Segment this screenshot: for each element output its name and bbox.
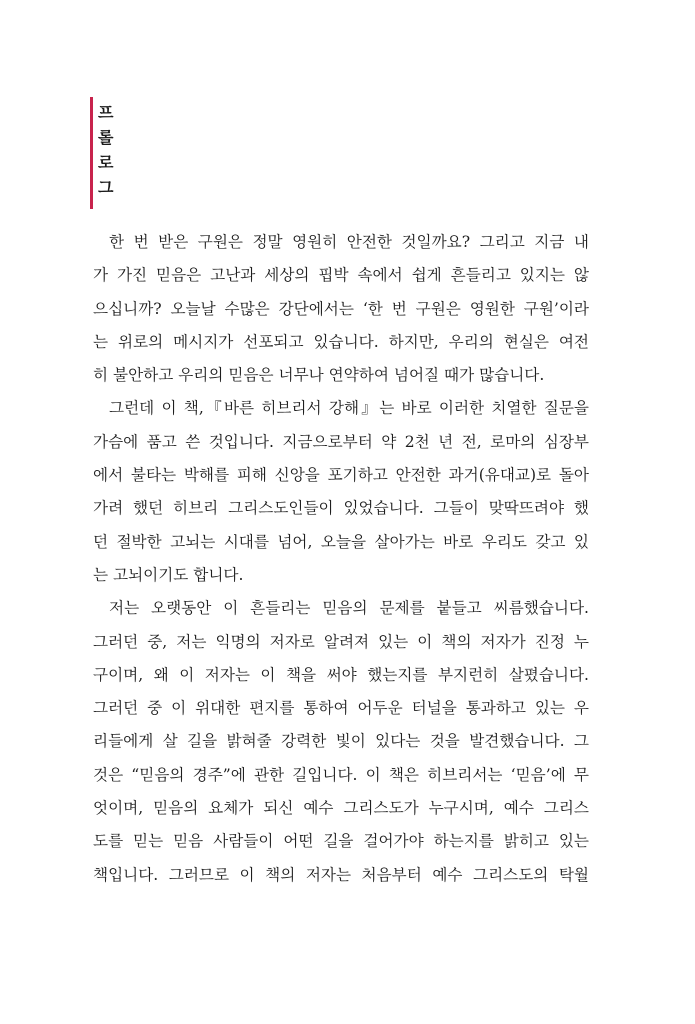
text-line: 으십니까? 오늘날 수많은 강단에서는 ‘한 번 구원은 영원한 구원’이라 <box>93 299 589 318</box>
text-line: 가슴에 품고 쓴 것입니다. 지금으로부터 약 2천 년 전, 로마의 심장부 <box>93 432 589 451</box>
text-line: 던 절박한 고뇌는 시대를 넘어, 오늘을 살아가는 바로 우리도 갖고 있 <box>93 532 589 551</box>
text-line: 엇이며, 믿음의 요체가 되신 예수 그리스도가 누구시며, 예수 그리스 <box>93 799 589 818</box>
body-text <box>93 226 589 892</box>
text-line: 그러던 중, 저는 익명의 저자로 알려져 있는 이 책의 저자가 진정 누 <box>93 632 589 651</box>
text-line: 히 불안하고 우리의 믿음은 너무나 연약하여 넘어질 때가 많습니다. <box>93 366 545 385</box>
heading-accent-bar <box>90 97 93 209</box>
heading-vertical-text <box>98 100 113 200</box>
text-line: 가 가진 믿음은 고난과 세상의 핍박 속에서 쉽게 흔들리고 있지는 않 <box>93 266 589 285</box>
text-line: 책입니다. 그러므로 이 책의 저자는 처음부터 예수 그리스도의 탁월 <box>93 865 589 884</box>
text-line: 그러던 중 이 위대한 편지를 통하여 어두운 터널을 통과하고 있는 우 <box>93 699 589 718</box>
text-line: 리들에게 살 길을 밝혀줄 강력한 빛이 있다는 것을 발견했습니다. 그 <box>93 732 589 751</box>
heading-char: 그 <box>98 178 114 197</box>
text-line: 는 위로의 메시지가 선포되고 있습니다. 하지만, 우리의 현실은 여전 <box>93 332 589 351</box>
text-line: 에서 불타는 박해를 피해 신앙을 포기하고 안전한 과거(유대교)로 돌아 <box>93 466 589 485</box>
text-line: 도를 믿는 믿음 사람들이 어떤 길을 걸어가야 하는지를 밝히고 있는 <box>93 832 589 851</box>
prologue-heading <box>90 97 120 209</box>
text-line: 그런데 이 책,『바른 히브리서 강해』는 바로 이러한 치열한 질문을 <box>109 399 589 418</box>
heading-char: 롤 <box>98 128 114 147</box>
text-line: 는 고뇌이기도 합니다. <box>93 565 244 584</box>
text-line: 구이며, 왜 이 저자는 이 책을 써야 했는지를 부지런히 살폈습니다. <box>93 665 589 684</box>
heading-char: 프 <box>98 103 114 122</box>
text-line: 한 번 받은 구원은 정말 영원히 안전한 것일까요? 그리고 지금 내 <box>109 233 589 251</box>
heading-char: 로 <box>98 153 114 172</box>
text-line: 가려 했던 히브리 그리스도인들이 있었습니다. 그들이 맞딱뜨려야 했 <box>93 499 589 518</box>
text-line: 저는 오랫동안 이 흔들리는 믿음의 문제를 붙들고 씨름했습니다. <box>109 599 589 618</box>
text-line: 것은 “믿음의 경주”에 관한 길입니다. 이 책은 히브리서는 ‘믿음’에 무 <box>93 765 589 784</box>
